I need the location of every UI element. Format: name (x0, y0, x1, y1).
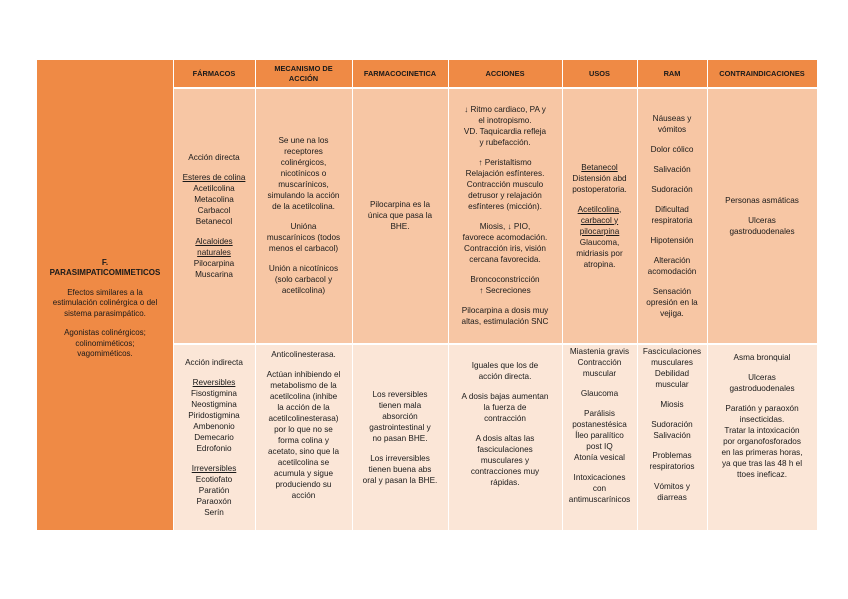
row-accion-indirecta (37, 344, 817, 530)
header-corner (37, 60, 173, 87)
header-acciones: ACCIONES (448, 60, 562, 87)
indirecta-mecanismo: Anticolinesterasa. Actúan inhibiendo el metabolismo de la acetilcolina (inhibe la acción de la acetilcolinesterasa) por lo que no se forma colina y acetato, sino que la acetilcolina se acumula y sigue produciendo su acción (255, 344, 352, 530)
row-divider (173, 87, 817, 89)
directa-contraindicaciones: Personas asmáticas Ulceras gastroduodenales (707, 87, 817, 344)
column-divider (637, 60, 638, 530)
header-farmacos: FÁRMACOS (173, 60, 255, 87)
indirecta-usos: Miastenia gravis Contracción muscular Glaucoma Parálisis postanestésica Íleo paralítico post IQ Atonía vesical Intoxicaciones con antimuscarínicos (562, 344, 637, 530)
column-divider (255, 60, 256, 530)
indirecta-contraindicaciones: Asma bronquial Ulceras gastroduodenales Paratión y paraoxón insecticidas. Tratar la intoxicación por organofosforados en las primeras horas, ya que tras las 48 h el ttoes ineficaz. (707, 344, 817, 530)
header-usos: USOS (562, 60, 637, 87)
column-divider (173, 60, 174, 530)
indirecta-acciones: Iguales que los de acción directa. A dosis bajas aumentan la fuerza de contracción A dosis altas las fasciculaciones musculares y contracciones muy rápidas. (448, 344, 562, 530)
indirecta-farmacocinetica: Los reversibles tienen mala absorción gastrointestinal y no pasan BHE. Los irreversibles tienen buena abs oral y pasan la BHE. (352, 344, 448, 530)
row-divider (173, 343, 817, 345)
directa-farmacos: Acción directa Esteres de colina Acetilcolina Metacolina Carbacol Betanecol Alcaloides naturales Pilocarpina Muscarina (173, 87, 255, 344)
header-contraindicaciones: CONTRAINDICACIONES (707, 60, 817, 87)
column-divider (448, 60, 449, 530)
side-group-cell: F. PARASIMPATICOMIMETICOS Efectos similares a la estimulación colinérgica o del sistema parasimpático. Agonistas colinérgicos; colinomiméticos; vagomiméticos. (37, 87, 173, 530)
directa-mecanismo: Se une na los receptores colinérgicos, nicotínicos o muscarínicos, simulando la acción de la acetilcolina. Unióna muscarínicos (todos menos el carbacol) Unión a nicotínicos (solo carbacol y acetilcolina) (255, 87, 352, 344)
directa-acciones: ↓ Ritmo cardiaco, PA y el inotropismo. VD. Taquicardia refleja y rubefacción. ↑ Peristaltismo Relajación esfínteres. Contracción musculo detrusor y relajación esfínteres (micción). Miosis, ↓ PIO, favorece acomodación. Contracción iris, visión cercana favorecida. Broncoconstricción ↑ Secreciones Pilocarpina a dosis muy altas, estimulación SNC (448, 87, 562, 344)
pharmacology-table (37, 60, 817, 530)
indirecta-ram: Fasciculaciones musculares Debilidad muscular Miosis Sudoración Salivación Problemas respiratorios Vómitos y diarreas (637, 344, 707, 530)
column-divider (707, 60, 708, 530)
row-accion-directa (37, 87, 817, 344)
directa-farmacocinetica: Pilocarpina es la única que pasa la BHE. (352, 87, 448, 344)
header-ram: RAM (637, 60, 707, 87)
header-row (37, 60, 817, 87)
header-farmacocinetica: FARMACOCINETICA (352, 60, 448, 87)
column-divider (352, 60, 353, 530)
directa-usos: Betanecol Distensión abd postoperatoria. Acetilcolina, carbacol y pilocarpina Glaucoma, midriasis por atropina. (562, 87, 637, 344)
indirecta-farmacos: Acción indirecta Reversibles Fisostigmina Neostigmina Piridostigmina Ambenonio Demecario Edrofonio Irreversibles Ecotiofato Paratión Paraoxón Serín (173, 344, 255, 530)
column-divider (562, 60, 563, 530)
header-mecanismo: MECANISMO DE ACCIÓN (255, 60, 352, 87)
directa-ram: Náuseas y vómitos Dolor cólico Salivación Sudoración Dificultad respiratoria Hipotensión Alteración acomodación Sensación opresión en la vejiga. (637, 87, 707, 344)
